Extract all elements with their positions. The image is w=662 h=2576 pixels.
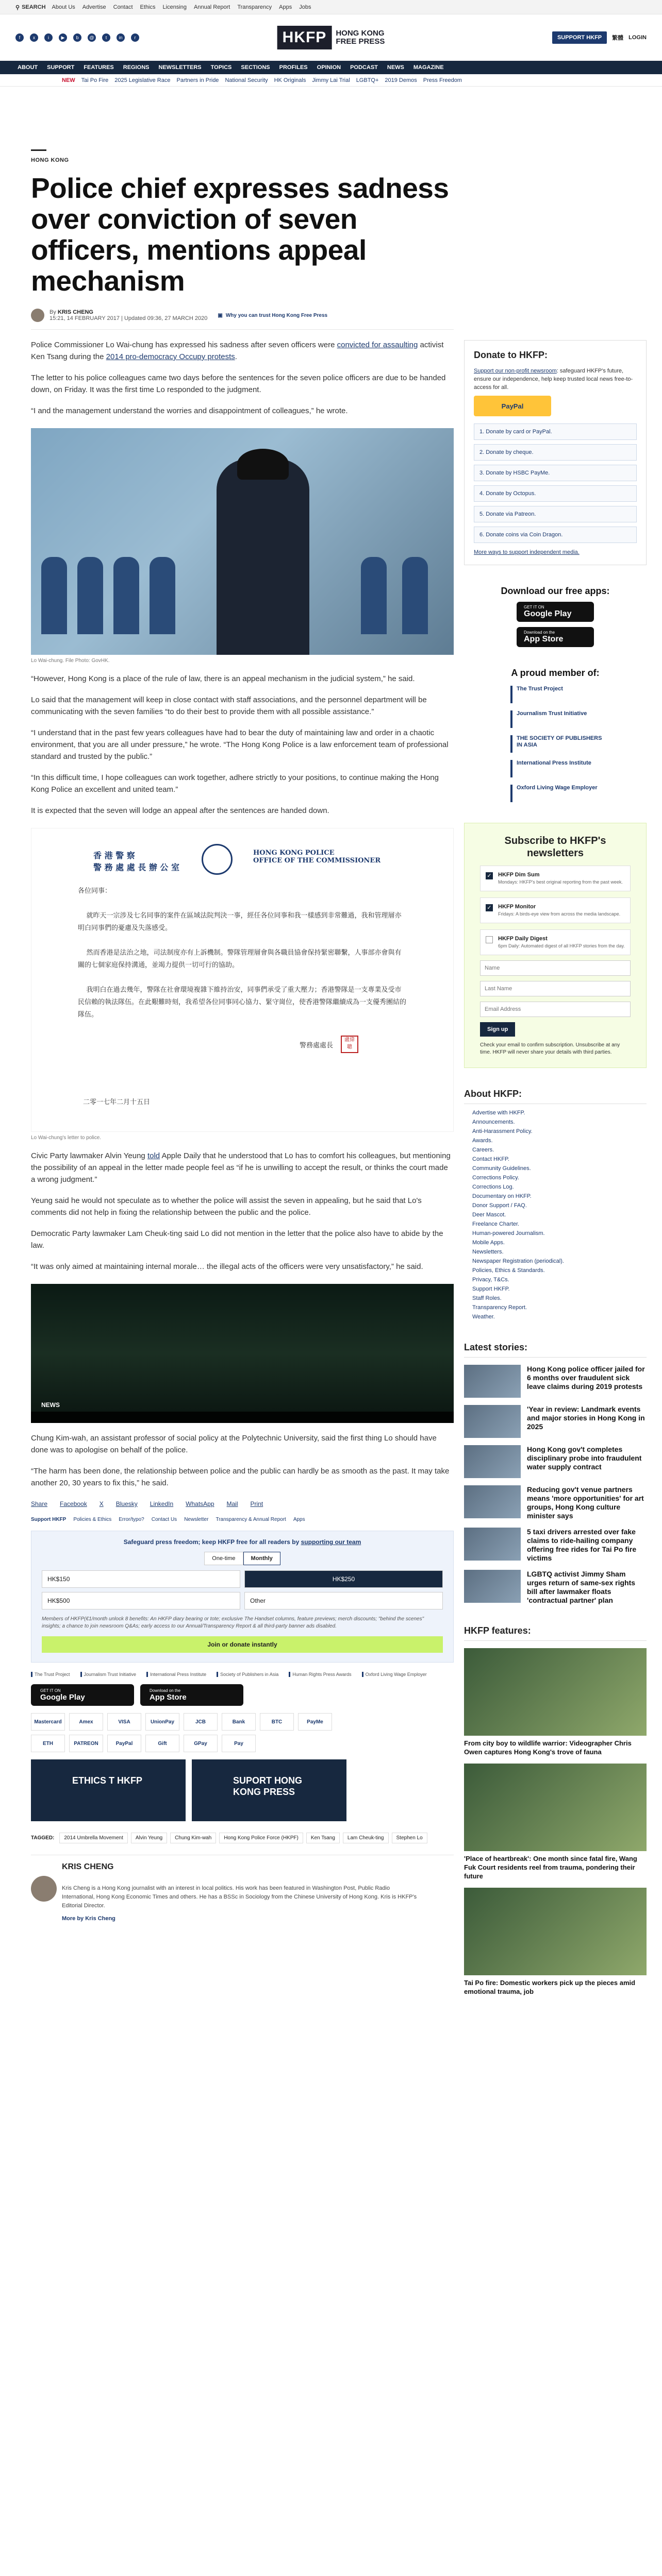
payment-method[interactable]: PayMe <box>298 1713 332 1731</box>
payment-method[interactable]: PATREON <box>69 1735 103 1752</box>
youtube-icon[interactable]: ▶ <box>59 33 67 42</box>
paragraph: “In this difficult time, I hope colleagues can work together, adhere strictly to your positions, to continue making the Hong Kong Police an excellent and united team.” <box>31 773 439 794</box>
donate-box: Safeguard press freedom; keep HKFP free for all readers by supporting our team One-time Monthly HK$150 HK$250 HK$500 Other Members of HKFP(€1/month unlock 8 benefits: An HKFP diary bearing or tote; exclusive The Handset columns, feature previews; merch discounts; "behind the scenes" insights; a chance to join newsroom Q&As; early access to our Annual/Transparency Report & all third-party banner ads disabled. Join or donate instantly <box>31 1531 454 1663</box>
payment-method[interactable]: Pay <box>222 1735 256 1752</box>
about-link[interactable]: Advertise with HKFP. <box>472 1110 525 1116</box>
utility-bar <box>0 0 662 14</box>
told-link[interactable]: told <box>147 1151 160 1160</box>
membership-note: Members of HKFP(€1/month unlock 8 benefits: An HKFP diary bearing or tote; exclusive The Handset columns, feature previews; merch discounts; "behind the scenes" insights; a chance to join newsroom Q&As; early access to our Annual/Transparency Report & all third-party banner ads disabled. <box>42 1616 424 1629</box>
tag[interactable]: Ken Tsang <box>306 1833 340 1843</box>
latest-story[interactable] <box>464 1365 647 1398</box>
paragraph: “The harm has been done, the relationship between police and the public can hardly be as smooth as the past. It may take another 20, 30 years to fix this,” he said. <box>31 1467 450 1487</box>
google-play-button[interactable]: GET IT ON Google Play <box>31 1684 134 1706</box>
about-link[interactable]: Documentary on HKFP. <box>472 1193 532 1199</box>
feature-story[interactable] <box>464 1764 647 1880</box>
share-link[interactable]: X <box>99 1500 104 1507</box>
latest-story[interactable] <box>464 1405 647 1438</box>
support-newsroom-link[interactable]: Support our non-profit newsroom <box>474 368 557 374</box>
login-link[interactable]: LOGIN <box>628 35 647 41</box>
story-thumbnail <box>464 1570 521 1603</box>
email-field[interactable] <box>480 1002 631 1017</box>
paragraph: “I understand that in the past few years colleagues have had to bear the duty of maintaining law and order in a chaotic environment, that you are all under pressure,” he wrote. “The Hong Kong Police is a law enforcement team of professional standard and trusted by the public.” <box>31 728 449 761</box>
tag[interactable]: Lam Cheuk-ting <box>343 1833 389 1843</box>
utility-link[interactable]: Annual Report <box>194 4 230 10</box>
payment-method[interactable]: JCB <box>184 1713 218 1731</box>
feature-story[interactable] <box>464 1888 647 1996</box>
donate-title: Donate to HKFP: <box>474 350 548 360</box>
paragraph: “It was only aimed at maintaining internal morale… the illegal acts of the officers were very unsatisfactory,” he said. <box>31 1262 423 1271</box>
tag[interactable]: 2014 Umbrella Movement <box>59 1833 128 1843</box>
payment-method[interactable]: PayPal <box>107 1735 141 1752</box>
payment-method[interactable]: UnionPay <box>145 1713 179 1731</box>
about-link[interactable]: Weather. <box>472 1314 495 1320</box>
paragraph: Democratic Party lawmaker Lam Cheuk-ting said Lo did not mention in the letter that the police also have to abide by the law. <box>31 1229 443 1250</box>
article <box>31 88 454 1922</box>
amount-option[interactable]: HK$150 <box>42 1570 240 1588</box>
subnav-item[interactable]: HK Originals <box>274 77 306 83</box>
story-title[interactable]: Hong Kong gov't completes disciplinary probe into fraudulent water supply contract <box>527 1445 642 1471</box>
member-logos <box>31 1672 454 1677</box>
share-link[interactable]: Share <box>31 1500 48 1507</box>
payment-method[interactable]: Bank <box>222 1713 256 1731</box>
linkedin-icon[interactable]: in <box>117 33 125 42</box>
member-logo[interactable]: Journalism Trust Initiative <box>80 1672 137 1677</box>
member-logo[interactable]: Oxford Living Wage Employer <box>362 1672 427 1677</box>
about-link[interactable]: Donor Support / FAQ. <box>472 1202 527 1209</box>
member-logo[interactable]: Oxford Living Wage Employer <box>510 785 603 802</box>
signup-button[interactable]: Sign up <box>480 1022 515 1037</box>
section-tag[interactable]: HONG KONG <box>31 157 69 163</box>
meta-link[interactable]: Error/typo? <box>119 1517 144 1522</box>
paragraph: Civic Party lawmaker Alvin Yeung told Apple Daily that he understood that Lo has to comfort his colleagues, but mentioning the possibility of an appeal in the letter made people feel as “if he is unwilling to accept the result, or thinks the court made a wrong judgment.” <box>31 1151 451 1184</box>
utility-link[interactable]: Contact <box>113 4 133 10</box>
story-thumbnail <box>464 1485 521 1518</box>
newsletter-option[interactable] <box>480 929 631 955</box>
donate-method[interactable]: 1. Donate by card or PayPal. <box>474 423 637 440</box>
ethics-banner[interactable]: ETHICS T HKFP <box>31 1759 186 1821</box>
social-links <box>15 33 139 42</box>
about-link[interactable]: Careers. <box>472 1147 494 1153</box>
paypal-donate-button[interactable]: PayPal <box>474 396 551 416</box>
name-field[interactable] <box>480 960 631 976</box>
subnav-item[interactable]: National Security <box>225 77 268 83</box>
utility-links <box>52 4 311 10</box>
nav-item[interactable]: NEWS <box>387 64 404 71</box>
payment-method[interactable]: Gift <box>145 1735 179 1752</box>
newsletter-desc: Fridays: A birds-eye view from across the media landscape. <box>498 911 621 917</box>
newsletter-name: HKFP Dim Sum <box>498 872 540 878</box>
site-logo[interactable]: HKFP HONG KONG FREE PRESS <box>277 26 385 49</box>
subnav-item[interactable]: 2025 Legislative Race <box>114 77 171 83</box>
about-link[interactable]: Contact HKFP. <box>472 1156 509 1162</box>
newsletter-desc: 6pm Daily: Automated digest of all HKFP stories from the day. <box>498 943 625 948</box>
utility-link[interactable]: Transparency <box>237 4 272 10</box>
frequency-toggle <box>42 1552 443 1565</box>
about-link[interactable]: Transparency Report. <box>472 1304 527 1311</box>
story-title[interactable]: 5 taxi drivers arrested over fake claims to ride-hailing company offering free rides for Tai Po fire victims <box>527 1528 637 1562</box>
police-emblem-icon <box>202 844 233 875</box>
share-bar <box>31 1500 454 1507</box>
paragraph: Lo said that the management will keep in close contact with staff associations, and the personnel department will be communicating with the seven families “to do their best to provide them with all possible assistance.” <box>31 696 427 716</box>
member-logo[interactable]: The Trust Project <box>31 1672 70 1677</box>
payment-method[interactable]: BTC <box>260 1713 294 1731</box>
story-thumbnail <box>464 1405 521 1438</box>
newsletter-title: Subscribe to HKFP's newsletters <box>504 835 606 859</box>
about-link[interactable]: Support HKFP. <box>472 1286 510 1292</box>
nav-item[interactable]: PODCAST <box>350 64 378 71</box>
utility-link[interactable]: Jobs <box>299 4 311 10</box>
story-thumbnail <box>464 1445 521 1478</box>
byline: By KRIS CHENG 15:21, 14 FEBRUARY 2017 | Updated 09:36, 27 MARCH 2020 ▣ Why you can trust Hong Kong Free Press <box>31 309 454 322</box>
google-play-button[interactable]: GET IT ON Google Play <box>517 602 594 622</box>
donate-method[interactable]: 4. Donate by Octopus. <box>474 485 637 502</box>
feature-title[interactable]: Tai Po fire: Domestic workers pick up the pieces amid emotional trauma, job <box>464 1979 636 1995</box>
meta-link[interactable]: Apps <box>293 1517 305 1522</box>
search-button[interactable]: ⚲ SEARCH <box>15 4 46 11</box>
tag[interactable]: Stephen Lo <box>392 1833 427 1843</box>
feature-title[interactable]: From city boy to wildlife warrior: Videographer Chris Owen captures Hong Kong's trove of fauna <box>464 1739 632 1756</box>
about-link[interactable]: Corrections Log. <box>472 1184 514 1190</box>
author-avatar <box>31 309 44 322</box>
trust-link[interactable]: ▣ Why you can trust Hong Kong Free Press <box>218 312 328 318</box>
share-link[interactable]: Bluesky <box>115 1500 138 1507</box>
search-icon: ⚲ <box>15 4 20 11</box>
amount-option[interactable]: HK$500 <box>42 1592 240 1609</box>
shield-icon: ▣ <box>218 312 223 318</box>
tag[interactable]: Alvin Yeung <box>131 1833 167 1843</box>
nav-item[interactable]: OPINION <box>317 64 341 71</box>
latest-stories: Latest stories: Hong Kong police officer jailed for 6 months over fraudulent sick leave claims during 2019 protests 'Year in review: Landmark events and major stories in Hong Kong in 2025 Hong Kong gov't completes disciplinary probe into fraudulent water supply contract Reducing gov't venue partners means 'more opportunities' for art groups, Hong Kong culture minister says 5 taxi drivers arrested over fake claims to ride-hailing company offering free rides for Tai Po fire victims LGBTQ activist Jimmy Sham urges return of same-sex rights bill after lawmaker floats 'contractual partner' plan <box>464 1342 647 1605</box>
meta-link[interactable]: Contact Us <box>151 1517 177 1522</box>
newsletter-disclaimer: Check your email to confirm subscription. Unsubscribe at any time. HKFP will never share your details with third parties. <box>480 1042 620 1055</box>
subnav-item[interactable]: Tai Po Fire <box>81 77 109 83</box>
paragraph: “However, Hong Kong is a place of the rule of law, there is an appeal mechanism in the judicial system,” he said. <box>31 674 415 683</box>
letter-caption: Lo Wai-chung's letter to police. <box>31 1135 102 1141</box>
rss-icon[interactable]: r <box>131 33 139 42</box>
utility-link[interactable]: About Us <box>52 4 75 10</box>
subnav-item[interactable]: 2019 Demos <box>385 77 417 83</box>
member-logo[interactable]: Society of Publishers in Asia <box>217 1672 278 1677</box>
sub-nav <box>0 74 662 87</box>
latest-story[interactable] <box>464 1570 647 1605</box>
feature-image <box>464 1648 647 1736</box>
payment-method[interactable]: GPay <box>184 1735 218 1752</box>
member-logo[interactable]: International Press Institute <box>510 760 603 777</box>
about-hkfp: About HKFP: Advertise with HKFP. Announcements. Anti-Harassment Policy. Awards. Careers. Contact HKFP. Community Guidelines. Corrections Policy. Corrections Log. Documentary on HKFP. Donor Support / FAQ. Deer Mascot. Freelance Charter. Human-powered Journalism. Mobile Apps. Newsletters. Newspaper Registration (periodical). Policies, Ethics & Standards. Privacy, T&Cs. Support HKFP. Staff Roles. Transparency Report. Weather. <box>464 1089 647 1321</box>
newsletter-option[interactable] <box>480 897 631 923</box>
story-thumbnail <box>464 1365 521 1398</box>
paragraph: Yeung said he would not speculate as to whether the police will assist the seven in appealing, but he said that Lo's comments did not help in fixing the relationship between the public and the police. <box>31 1196 422 1217</box>
newsletter-signup <box>464 823 647 1068</box>
paragraph: It is expected that the seven will lodge an appeal after the sentences are handed down. <box>31 806 329 815</box>
bluesky-icon[interactable]: b <box>73 33 81 42</box>
nav-item[interactable]: TOPICS <box>210 64 232 71</box>
video-embed[interactable]: NEWS <box>31 1284 454 1423</box>
utility-link[interactable]: Licensing <box>162 4 187 10</box>
tag-list: TAGGED: 2014 Umbrella Movement Alvin Yeung Chung Kim-wah Hong Kong Police Force (HKPF) Ken Tsang Lam Cheuk-ting Stephen Lo <box>31 1833 454 1843</box>
nav-item[interactable]: SECTIONS <box>241 64 270 71</box>
donate-method[interactable]: 5. Donate via Patreon. <box>474 506 637 522</box>
story-title[interactable]: LGBTQ activist Jimmy Sham urges return of same-sex rights bill after lawmaker floats 'contractual partner' plan <box>527 1570 636 1604</box>
main-nav <box>0 61 662 74</box>
donate-method[interactable]: 3. Donate by HSBC PayMe. <box>474 465 637 481</box>
latest-story[interactable] <box>464 1445 647 1478</box>
author-avatar <box>31 1876 57 1902</box>
sidebar-donate: Donate to HKFP: Support our non-profit newsroom: safeguard HKFP's future, ensure our independence, help keep trusted local news free-to-access for all. PayPal 1. Donate by card or PayPal. 2. Donate by cheque. 3. Donate by HSBC PayMe. 4. Donate by Octopus. 5. Donate via Patreon. 6. Donate coins via Coin Dragon. More ways to support independent media. <box>464 340 647 565</box>
meta-link[interactable]: Transparency & Annual Report <box>216 1517 286 1522</box>
newsletter-name: HKFP Monitor <box>498 904 536 910</box>
support-team-link[interactable]: supporting our team <box>301 1538 361 1546</box>
share-link[interactable]: Mail <box>226 1500 238 1507</box>
utility-link[interactable]: Apps <box>279 4 292 10</box>
nav-item[interactable]: FEATURES <box>84 64 114 71</box>
feature-image <box>464 1888 647 1975</box>
member-logo[interactable]: Human Rights Press Awards <box>289 1672 351 1677</box>
hkfp-features: HKFP features: From city boy to wildlife warrior: Videographer Chris Owen captures Hong Kong's trove of fauna 'Place of heartbreak': One month since fatal fire, Wang Fuk Court residents reel from trauma, pondering their future Tai Po fire: Domestic workers pick up the pieces amid emotional trauma, job <box>464 1625 647 1996</box>
newsletter-desc: Mondays: HKFP's best original reporting from the past week. <box>498 879 623 885</box>
new-badge: NEW <box>62 77 75 83</box>
photo-caption: Lo Wai-chung. File Photo: GovHK. <box>31 658 110 664</box>
site-header <box>0 14 662 61</box>
amount-option[interactable]: HK$250 <box>244 1570 443 1588</box>
author-box <box>31 1855 454 1922</box>
seal-stamp: 盧偉 聰 <box>341 1036 358 1053</box>
member-logo[interactable]: Journalism Trust Initiative <box>510 710 603 728</box>
checkbox[interactable]: ✓ <box>486 872 493 879</box>
donate-method[interactable]: 2. Donate by cheque. <box>474 444 637 461</box>
donate-method[interactable]: 6. Donate coins via Coin Dragon. <box>474 527 637 543</box>
about-link[interactable]: Privacy, T&Cs. <box>472 1277 509 1283</box>
threads-icon[interactable]: @ <box>88 33 96 42</box>
share-link[interactable]: Print <box>250 1500 263 1507</box>
language-toggle[interactable]: 繁體 <box>612 35 624 41</box>
newsletter-option[interactable] <box>480 866 631 891</box>
about-link[interactable]: Community Guidelines. <box>472 1165 531 1172</box>
nav-item[interactable]: SUPPORT <box>47 64 75 71</box>
member-logo[interactable]: The Trust Project <box>510 686 603 703</box>
facebook-icon[interactable]: f <box>15 33 24 42</box>
telegram-icon[interactable]: t <box>102 33 110 42</box>
last-name-field[interactable] <box>480 981 631 996</box>
checkbox[interactable]: ✓ <box>486 904 493 911</box>
conviction-link[interactable]: convicted for assaulting <box>337 341 418 349</box>
member-logo[interactable]: THE SOCIETY OF PUBLISHERS IN ASIA <box>510 735 603 753</box>
latest-story[interactable] <box>464 1485 647 1520</box>
publish-date: 15:21, 14 FEBRUARY 2017 <box>49 315 120 321</box>
payment-method[interactable]: VISA <box>107 1713 141 1731</box>
share-link[interactable]: Facebook <box>60 1500 87 1507</box>
meta-link[interactable]: Support HKFP <box>31 1517 67 1522</box>
about-link[interactable]: Corrections Policy. <box>472 1175 519 1181</box>
tag[interactable]: Hong Kong Police Force (HKPF) <box>219 1833 303 1843</box>
share-link[interactable]: WhatsApp <box>186 1500 214 1507</box>
nav-item[interactable]: REGIONS <box>123 64 150 71</box>
about-link[interactable]: Staff Roles. <box>472 1295 502 1301</box>
story-title[interactable]: Hong Kong police officer jailed for 6 months over fraudulent sick leave claims during 2019 protests <box>527 1365 645 1391</box>
about-link[interactable]: Anti-Harassment Policy. <box>472 1128 533 1134</box>
author-bio: Kris Cheng is a Hong Kong journalist with an interest in local politics. His work has been featured in Washington Post, Public Radio International, Hong Kong Economic Times and others. He has a BSSc in Sociology from the Chinese University of Hong Kong. Kris is HKFP's Editorial Director. <box>62 1885 417 1909</box>
join-donate-button[interactable]: Join or donate instantly <box>42 1636 443 1653</box>
member-logo[interactable]: International Press Institute <box>146 1672 206 1677</box>
amount-options <box>42 1570 443 1609</box>
amount-option[interactable]: Other <box>244 1592 443 1609</box>
updated-date: Updated 09:36, 27 MARCH 2020 <box>124 315 208 321</box>
subnav-item[interactable]: LGBTQ+ <box>356 77 379 83</box>
about-link[interactable]: Newspaper Registration (periodical). <box>472 1258 564 1264</box>
author-name[interactable]: KRIS CHENG <box>62 1862 114 1871</box>
feature-story[interactable] <box>464 1648 647 1756</box>
utility-link[interactable]: Advertise <box>82 4 106 10</box>
x-icon[interactable]: x <box>30 33 38 42</box>
feature-image <box>464 1764 647 1851</box>
author-link[interactable]: KRIS CHENG <box>57 309 93 315</box>
share-link[interactable]: LinkedIn <box>150 1500 174 1507</box>
sidebar <box>464 88 647 1996</box>
one-time-option[interactable]: One-time <box>204 1552 243 1565</box>
police-letter-image: 香 港 警 察 警 務 處 處 長 辦 公 室 HONG KONG POLICE OFFICE OF THE COMMISSIONER 各位同事： 就昨天一宗涉及七名同事的案件在區域法院判決一事，經任各位同事和我一樣感到非常難過，我和管理層亦明白同事們的憂慮及失落感受。 然而香港是法治之地，司法制度亦有上訴機制。警隊管理層會與各職員協會保持緊密聯繫，人事部亦會與有關的七個家庭保持溝通，並竭力提供一切可行的協助。 我明白在過去幾年，警隊在社會環境複雜下維持治安，同事們承受了重大壓力；香港警隊是一支專業及受市民信賴的執法隊伍。在此艱難時刻，我希望各位同事同心協力、緊守崗位，使香港警隊繼續成為一支優秀團結的隊伍。 警務處處長 盧偉 聰 二零一七年二月十五日 <box>31 828 454 1132</box>
paragraph: The letter to his police colleagues came two days before the sentences for the seven police officers are due to be handed down, on Friday. It was the first time Lo responded to the judgment. <box>31 374 446 394</box>
donate-methods <box>474 423 637 543</box>
tag[interactable]: Chung Kim-wah <box>170 1833 216 1843</box>
payment-method[interactable]: ETH <box>31 1735 65 1752</box>
support-hkfp-button[interactable]: SUPPORT HKFP <box>552 31 607 44</box>
article-meta-links <box>31 1517 454 1522</box>
payment-method[interactable]: Mastercard <box>31 1713 65 1731</box>
app-store-button[interactable]: Download on the App Store <box>140 1684 243 1706</box>
checkbox[interactable] <box>486 936 493 943</box>
subnav-item[interactable]: Press Freedom <box>423 77 462 83</box>
meta-link[interactable]: Policies & Ethics <box>73 1517 112 1522</box>
about-link[interactable]: Deer Mascot. <box>472 1212 506 1218</box>
app-store-button[interactable]: Download on the App Store <box>517 627 594 647</box>
nav-item[interactable]: MAGAZINE <box>413 64 444 71</box>
story-title[interactable]: 'Year in review: Landmark events and major stories in Hong Kong in 2025 <box>527 1405 645 1431</box>
article-photo <box>31 428 454 655</box>
support-banner[interactable]: SUPORT HONG KONG PRESS <box>192 1759 346 1821</box>
promo-banners <box>31 1759 454 1821</box>
monthly-option[interactable]: Monthly <box>243 1552 280 1565</box>
occupy-link[interactable]: 2014 pro-democracy Occupy protests <box>106 352 235 361</box>
about-link[interactable]: Policies, Ethics & Standards. <box>472 1267 545 1274</box>
story-thumbnail <box>464 1528 521 1561</box>
nav-item[interactable]: NEWSLETTERS <box>158 64 202 71</box>
feature-title[interactable]: 'Place of heartbreak': One month since fatal fire, Wang Fuk Court residents reel from trauma, pondering their future <box>464 1855 637 1880</box>
about-link[interactable]: Newsletters. <box>472 1249 504 1255</box>
nav-item[interactable]: ABOUT <box>18 64 38 71</box>
subnav-item[interactable]: Partners in Pride <box>176 77 219 83</box>
story-title[interactable]: Reducing gov't venue partners means 'more opportunities' for art groups, Hong Kong culture minister says <box>527 1485 644 1520</box>
section-rule <box>31 149 46 151</box>
video-controls[interactable] <box>31 1412 454 1423</box>
instagram-icon[interactable]: i <box>44 33 53 42</box>
paragraph: Police Commissioner Lo Wai-chung has expressed his sadness after seven officers were convicted for assaulting activist Ken Tsang during the 2014 pro-democracy Occupy protests. <box>31 341 444 361</box>
article-title: Police chief expresses sadness over conviction of seven officers, mentions appeal mechanism <box>31 172 449 297</box>
payment-methods <box>31 1713 340 1752</box>
nav-item[interactable]: PROFILES <box>279 64 308 71</box>
paragraph: “I and the management understand the worries and disappointment of colleagues,” he wrote. <box>31 406 348 415</box>
about-link[interactable]: Freelance Charter. <box>472 1221 520 1227</box>
payment-method[interactable]: Amex <box>69 1713 103 1731</box>
latest-story[interactable] <box>464 1528 647 1563</box>
more-ways-link[interactable]: More ways to support independent media. <box>474 549 580 555</box>
sidebar-memberships: A proud member of: The Trust Project Journalism Trust Initiative THE SOCIETY OF PUBLISHERS IN ASIA International Press Institute Oxford Living Wage Employer <box>464 668 647 802</box>
app-store-buttons <box>31 1684 454 1706</box>
subnav-item[interactable]: Jimmy Lai Trial <box>312 77 350 83</box>
more-by-author-link[interactable]: More by Kris Cheng <box>62 1916 115 1922</box>
paragraph: Chung Kim-wah, an assistant professor of social policy at the Polytechnic University, said the first thing Lo should have done was to apologise on behalf of the police. <box>31 1434 437 1454</box>
about-link[interactable]: Awards. <box>472 1138 493 1144</box>
newsletter-name: HKFP Daily Digest <box>498 936 548 942</box>
meta-link[interactable]: Newsletter <box>184 1517 209 1522</box>
utility-link[interactable]: Ethics <box>140 4 156 10</box>
about-link[interactable]: Human-powered Journalism. <box>472 1230 545 1236</box>
sidebar-apps: Download our free apps: GET IT ON Google Play Download on the App Store <box>464 586 647 647</box>
about-link[interactable]: Announcements. <box>472 1119 515 1125</box>
about-link[interactable]: Mobile Apps. <box>472 1240 505 1246</box>
